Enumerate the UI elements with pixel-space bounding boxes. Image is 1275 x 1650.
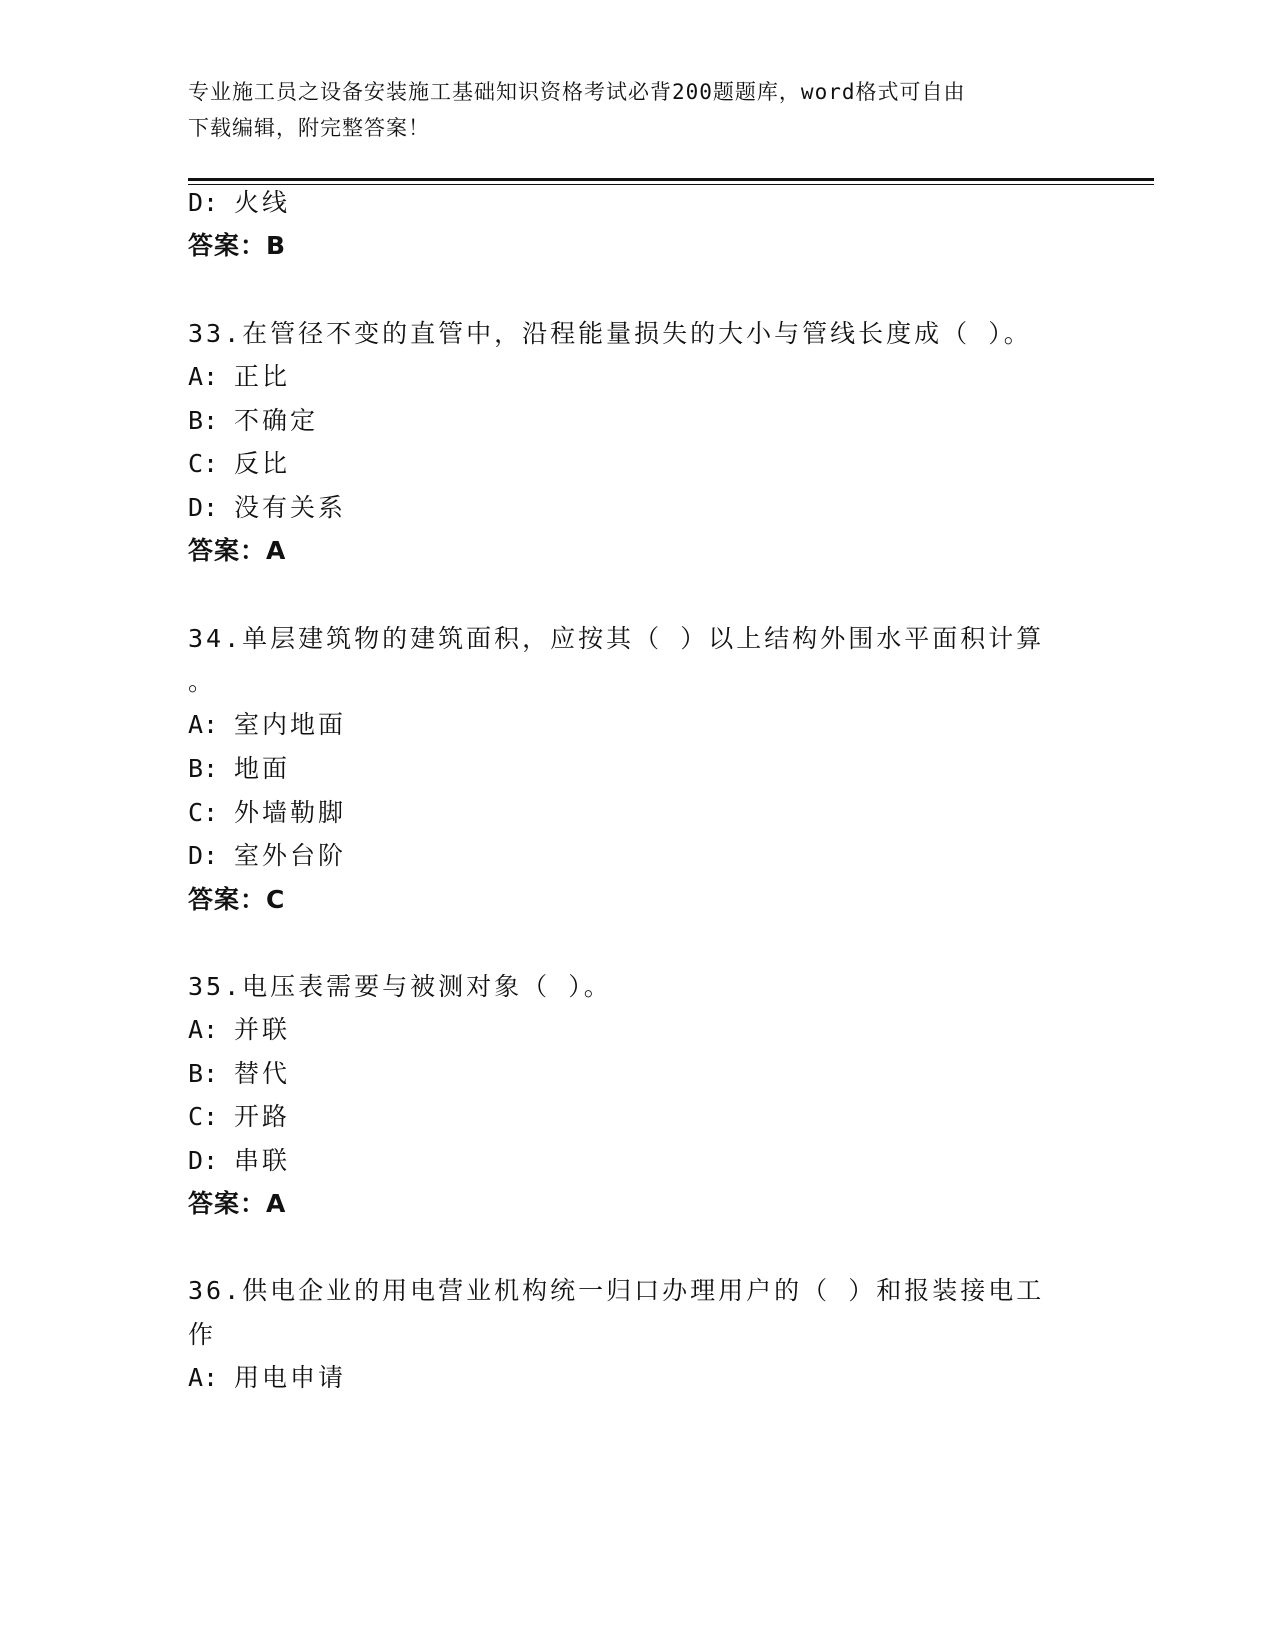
option-d: [188, 1146, 1068, 1176]
option-label: C:: [188, 449, 219, 478]
option-label: D:: [188, 841, 219, 870]
option-text: 串联: [234, 1146, 291, 1175]
option-text: 室内地面: [234, 710, 347, 739]
question-stem-36: 36.供电企业的用电营业机构统一归口办理用户的（ ）和报装接电工: [188, 1276, 1045, 1305]
option-text: 不确定: [234, 406, 319, 435]
answer: 答案：A: [188, 536, 287, 565]
option-d: [188, 841, 1068, 871]
option-label: D:: [188, 1146, 219, 1175]
option-label: A:: [188, 710, 219, 739]
option-label: B:: [188, 754, 219, 783]
header-divider-thick: [188, 178, 1154, 181]
option-text: 地面: [234, 754, 291, 783]
option-text: 没有关系: [234, 493, 347, 522]
header-line-2: 下载编辑，附完整答案！: [188, 116, 430, 140]
option-label: A:: [188, 362, 219, 391]
header-line-1: 专业施工员之设备安装施工基础知识资格考试必背200题题库，word格式可自由: [188, 80, 966, 104]
answer: 答案：B: [188, 231, 287, 260]
option-d: [188, 493, 1068, 523]
option-text: 外墙勒脚: [234, 798, 347, 827]
option-text: 替代: [234, 1059, 291, 1088]
option-d: [188, 188, 1068, 218]
option-text: 反比: [234, 449, 291, 478]
option-text: 室外台阶: [234, 841, 347, 870]
option-a: [188, 710, 1068, 740]
option-c: [188, 798, 1068, 828]
document-header: [188, 74, 1068, 146]
option-b: [188, 406, 1068, 436]
option-text: 正比: [234, 362, 291, 391]
option-b: [188, 754, 1068, 784]
question-stem-35: 35.电压表需要与被测对象（ ）。: [188, 972, 612, 1001]
option-label: D:: [188, 493, 219, 522]
option-label: B:: [188, 406, 219, 435]
question-stem-34: 34.单层建筑物的建筑面积，应按其（ ）以上结构外围水平面积计算: [188, 624, 1045, 653]
option-label: A:: [188, 1363, 219, 1392]
option-text: 用电申请: [234, 1363, 347, 1392]
option-a: [188, 1015, 1068, 1045]
answer: 答案：A: [188, 1189, 287, 1218]
option-label: C:: [188, 1102, 219, 1131]
question-stem-36-continued: 作: [188, 1320, 217, 1349]
question-stem-33: 33.在管径不变的直管中，沿程能量损失的大小与管线长度成（ ）。: [188, 319, 1032, 348]
option-b: [188, 1059, 1068, 1089]
option-label: B:: [188, 1059, 219, 1088]
option-text: 开路: [234, 1102, 291, 1131]
question-stem-34-continued: 。: [188, 667, 217, 696]
option-text: 并联: [234, 1015, 291, 1044]
option-a: [188, 1363, 1068, 1393]
option-c: [188, 449, 1068, 479]
option-text: 火线: [234, 188, 291, 217]
option-label: C:: [188, 798, 219, 827]
answer: 答案：C: [188, 885, 286, 914]
header-divider-thin: [188, 184, 1154, 185]
option-a: [188, 362, 1068, 392]
option-label: D:: [188, 188, 219, 217]
option-label: A:: [188, 1015, 219, 1044]
option-c: [188, 1102, 1068, 1132]
